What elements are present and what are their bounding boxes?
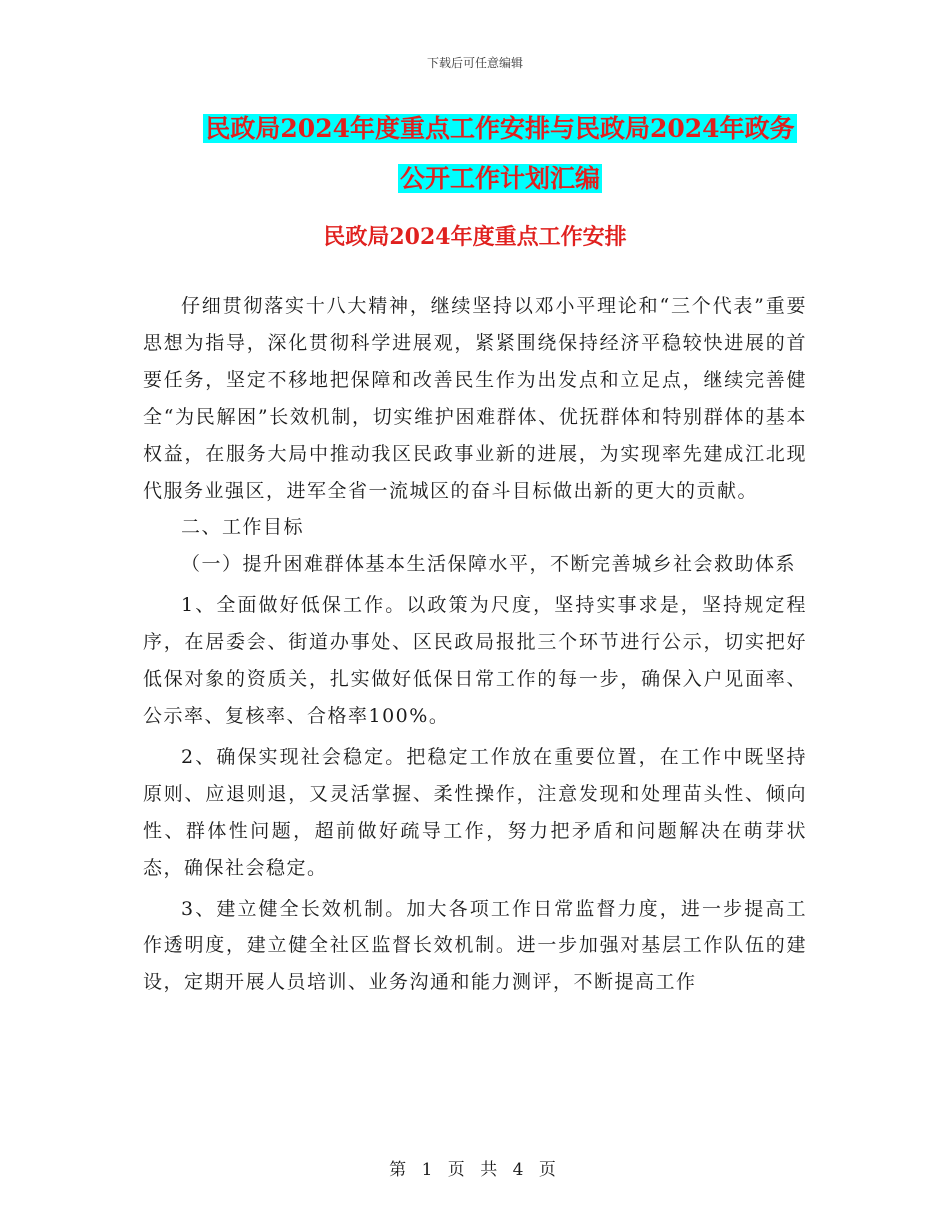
main-title [140,104,860,204]
paragraph-heading-goals: 二、工作目标 [181,516,305,539]
section-title: 民政局2024年度重点工作安排 [323,224,627,250]
paragraph-subheading-1: （一）提升困难群体基本生活保障水平，不断完善城乡社会救助体系 [181,553,797,576]
main-title-line-2: 公开工作计划汇编 [399,164,600,193]
main-title-line-1: 民政局2024年度重点工作安排与民政局2024年政务 [205,114,795,143]
header-note: 下载后可任意编辑 [426,56,523,70]
body-text [143,288,807,1001]
page-number-footer: 第 1 页 共 4 页 [389,1160,561,1180]
paragraph-item-1: 1、全面做好低保工作。以政策为尺度，坚持实事求是，坚持规定程序，在居委会、街道办事处、区民政局报批三个环节进行公示，切实把好低保对象的资质关，扎实做好低保日常工作的每一步，确保入户见面率、公示率、复核率、合格率100%。 [143,594,807,727]
paragraph-item-2: 2、确保实现社会稳定。把稳定工作放在重要位置，在工作中既坚持原则、应退则退，又灵活掌握、柔性操作，注意发现和处理苗头性、倾向性、群体性问题，超前做好疏导工作，努力把矛盾和问题解决在萌芽状态，确保社会稳定。 [143,745,807,879]
paragraph-intro: 仔细贯彻落实十八大精神，继续坚持以邓小平理论和“三个代表”重要思想为指导，深化贯彻科学进展观，紧紧围绕保持经济平稳较快进展的首要任务，坚定不移地把保障和改善民生作为出发点和立足点，继续完善健全“为民解困”长效机制，切实维护困难群体、优抚群体和特别群体的基本权益，在服务大局中推动我区民政事业新的进展，为实现率先建成江北现代服务业强区，进军全省一流城区的奋斗目标做出新的更大的贡献。 [143,295,807,502]
paragraph-item-3: 3、建立健全长效机制。加大各项工作日常监督力度，进一步提高工作透明度，建立健全社区监督长效机制。进一步加强对基层工作队伍的建设，定期开展人员培训、业务沟通和能力测评，不断提高工作 [143,897,807,994]
